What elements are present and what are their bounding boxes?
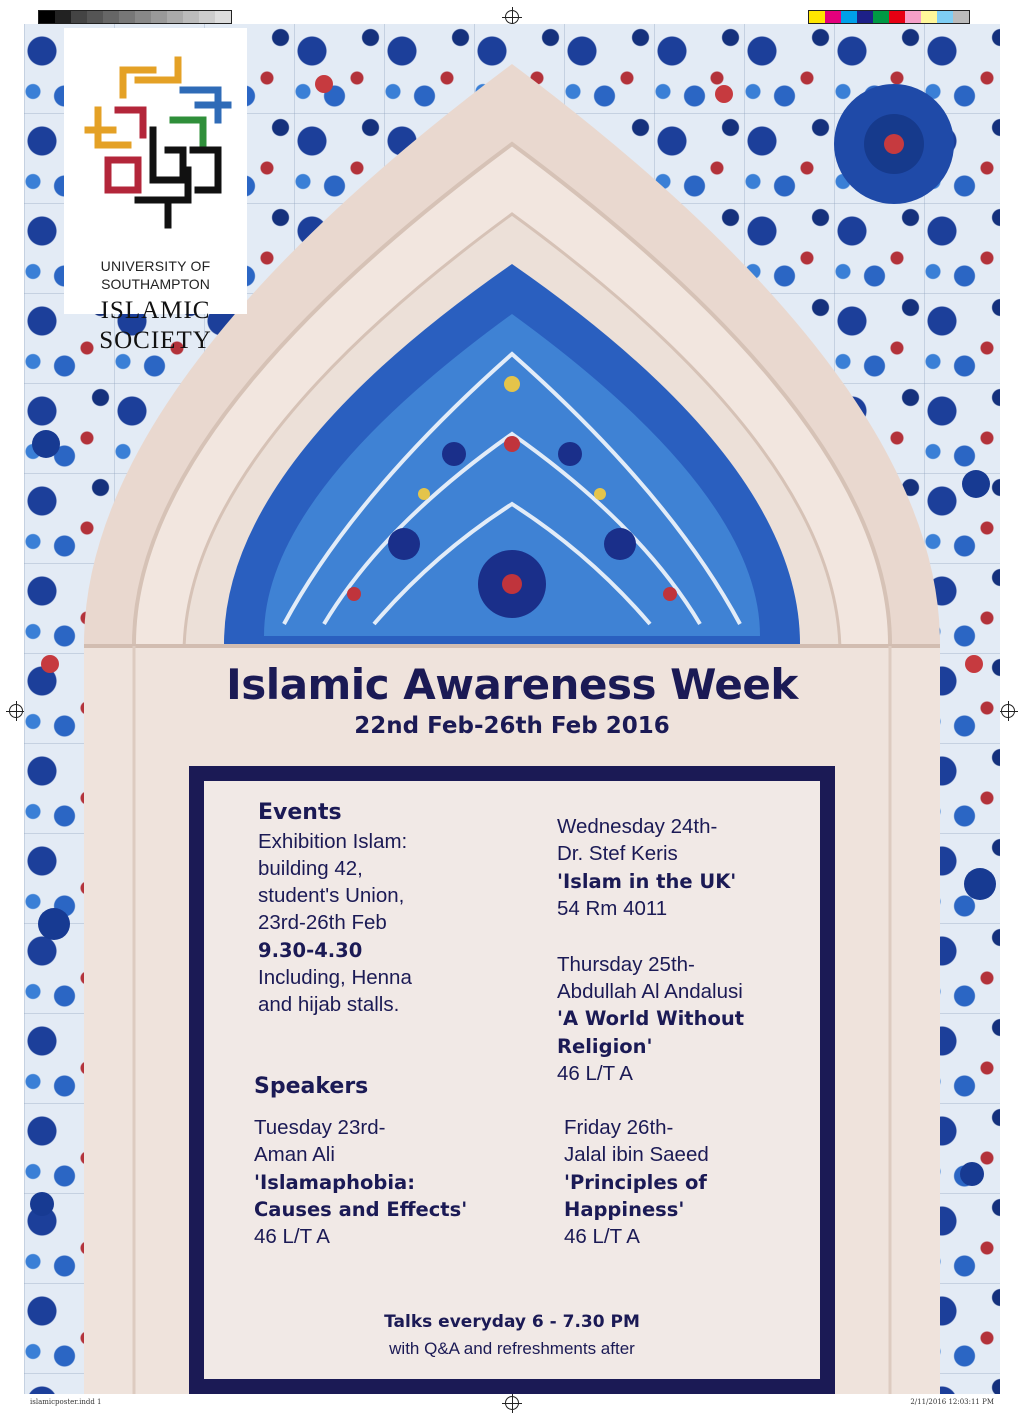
tuesday-day: Tuesday 23rd-: [254, 1116, 386, 1139]
speakers-heading: Speakers: [254, 1074, 369, 1099]
talks-time: Talks everyday 6 - 7.30 PM: [384, 1312, 640, 1332]
tuesday-talk: Causes and Effects': [254, 1198, 468, 1221]
events-extra-line: Including, Henna: [258, 966, 412, 989]
wednesday-speaker: Dr. Stef Keris: [557, 842, 678, 865]
friday-room: 46 L/T A: [564, 1225, 640, 1248]
thursday-day: Thursday 25th-: [557, 953, 695, 976]
wednesday-day: Wednesday 24th-: [557, 815, 718, 838]
thursday-speaker: Abdullah Al Andalusi: [557, 980, 743, 1003]
events-extra-line: and hijab stalls.: [258, 993, 400, 1016]
logo-southampton-line: SOUTHAMPTON: [101, 276, 210, 292]
friday-talk: 'Principles of: [564, 1171, 707, 1194]
tuesday-talk: 'Islamaphobia:: [254, 1171, 415, 1194]
events-heading: Events: [258, 800, 342, 825]
friday-speaker: Jalal ibin Saeed: [564, 1143, 709, 1166]
poster-title: Islamic Awareness Week: [226, 660, 798, 709]
events-time: 9.30-4.30: [258, 939, 363, 962]
event-dates: 22nd Feb-26th Feb 2016: [354, 713, 670, 739]
thursday-room: 46 L/T A: [557, 1062, 633, 1085]
talks-note: with Q&A and refreshments after: [389, 1339, 635, 1358]
print-slug-file: islamicposter.indd 1: [30, 1398, 102, 1406]
wednesday-talk: 'Islam in the UK': [557, 870, 737, 893]
logo-university-line: UNIVERSITY OF: [100, 258, 211, 274]
society-logo: [64, 28, 247, 354]
schedule-panel: [189, 766, 835, 1394]
kufic-logo-icon: [78, 50, 233, 240]
tuesday-room: 46 L/T A: [254, 1225, 330, 1248]
registration-mark-bottom: [505, 1396, 519, 1410]
events-line: 23rd-26th Feb: [258, 911, 387, 934]
events-line: Exhibition Islam:: [258, 830, 408, 853]
thursday-talk: 'A World Without: [557, 1007, 745, 1030]
friday-day: Friday 26th-: [564, 1116, 674, 1139]
print-slug-timestamp: 2/11/2016 12:03:11 PM: [910, 1398, 994, 1406]
printer-gray-bar: [38, 10, 232, 24]
tuesday-speaker: Aman Ali: [254, 1143, 335, 1166]
events-line: student's Union,: [258, 884, 405, 907]
friday-talk: Happiness': [564, 1198, 685, 1221]
printer-color-bar: [808, 10, 970, 24]
registration-mark-top: [505, 10, 519, 24]
wednesday-room: 54 Rm 4011: [557, 897, 668, 920]
logo-society-name: ISLAMIC SOCIETY: [99, 297, 212, 354]
thursday-talk: Religion': [557, 1035, 653, 1058]
events-line: building 42,: [258, 857, 363, 880]
